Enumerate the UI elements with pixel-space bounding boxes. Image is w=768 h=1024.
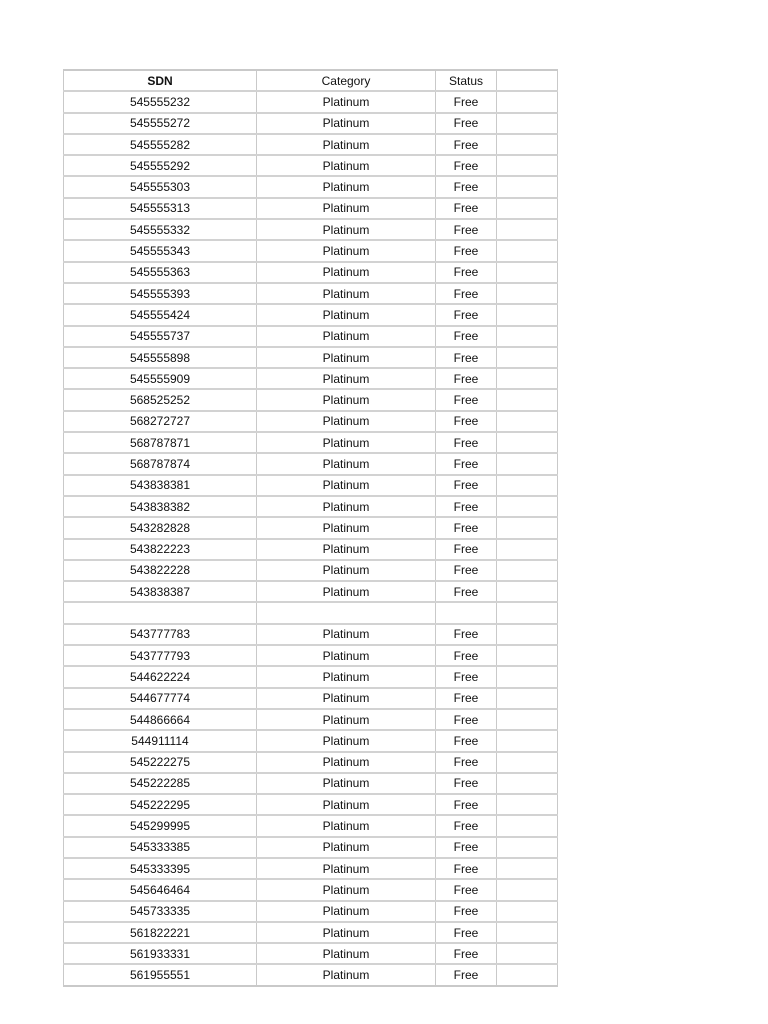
category-cell: Platinum (257, 368, 436, 389)
empty-cell (497, 283, 558, 304)
table-row (64, 581, 558, 602)
table-row (64, 432, 558, 453)
empty-cell (497, 730, 558, 751)
header-category: Category (257, 70, 436, 91)
empty-cell (497, 837, 558, 858)
category-cell: Platinum (257, 581, 436, 602)
status-cell: Free (436, 240, 497, 261)
status-cell: Free (436, 709, 497, 730)
category-cell: Platinum (257, 219, 436, 240)
sdn-cell: 545555272 (64, 113, 257, 134)
status-cell: Free (436, 922, 497, 943)
empty-cell (497, 496, 558, 517)
sdn-cell: 561933331 (64, 943, 257, 964)
empty-cell (497, 304, 558, 325)
category-cell: Platinum (257, 560, 436, 581)
table-row (64, 815, 558, 836)
table-row (64, 389, 558, 410)
sdn-cell: 568787871 (64, 432, 257, 453)
empty-cell (497, 815, 558, 836)
empty-cell (497, 581, 558, 602)
table-row (64, 134, 558, 155)
empty-cell (497, 560, 558, 581)
status-cell: Free (436, 794, 497, 815)
sdn-cell: 545333385 (64, 837, 257, 858)
status-cell: Free (436, 517, 497, 538)
category-cell: Platinum (257, 943, 436, 964)
number-list-sheet (63, 69, 557, 987)
category-cell: Platinum (257, 176, 436, 197)
table-row (64, 560, 558, 581)
header-status: Status (436, 70, 497, 91)
empty-cell (497, 134, 558, 155)
empty-cell (497, 645, 558, 666)
status-cell: Free (436, 432, 497, 453)
category-cell: Platinum (257, 837, 436, 858)
sdn-cell: 545299995 (64, 815, 257, 836)
category-cell: Platinum (257, 134, 436, 155)
category-cell: Platinum (257, 773, 436, 794)
sdn-cell: 545222275 (64, 752, 257, 773)
sdn-cell: 561955551 (64, 964, 257, 985)
sdn-cell: 545555292 (64, 155, 257, 176)
status-cell: Free (436, 730, 497, 751)
empty-cell (497, 453, 558, 474)
table-row (64, 922, 558, 943)
status-cell: Free (436, 304, 497, 325)
category-cell: Platinum (257, 666, 436, 687)
empty-cell (497, 773, 558, 794)
empty-cell (497, 517, 558, 538)
table-row (64, 262, 558, 283)
status-cell: Free (436, 389, 497, 410)
sdn-cell: 543838381 (64, 475, 257, 496)
sdn-cell: 545222285 (64, 773, 257, 794)
table-row (64, 347, 558, 368)
table-row (64, 794, 558, 815)
status-cell: Free (436, 901, 497, 922)
status-cell: Free (436, 943, 497, 964)
table-row (64, 539, 558, 560)
category-cell: Platinum (257, 709, 436, 730)
empty-cell (497, 198, 558, 219)
table-row (64, 858, 558, 879)
empty-cell (497, 155, 558, 176)
category-cell: Platinum (257, 794, 436, 815)
category-cell (257, 602, 436, 623)
sdn-cell: 568787874 (64, 453, 257, 474)
sdn-cell: 545555313 (64, 198, 257, 219)
table-row (64, 666, 558, 687)
sdn-cell: 561822221 (64, 922, 257, 943)
category-cell: Platinum (257, 858, 436, 879)
status-cell: Free (436, 347, 497, 368)
status-cell: Free (436, 539, 497, 560)
table-row (64, 496, 558, 517)
table-row (64, 837, 558, 858)
category-cell: Platinum (257, 389, 436, 410)
category-cell: Platinum (257, 901, 436, 922)
table-row (64, 326, 558, 347)
category-cell: Platinum (257, 815, 436, 836)
empty-cell (497, 943, 558, 964)
category-cell: Platinum (257, 475, 436, 496)
status-cell: Free (436, 453, 497, 474)
table-row (64, 752, 558, 773)
category-cell: Platinum (257, 453, 436, 474)
category-cell: Platinum (257, 496, 436, 517)
sdn-cell: 568272727 (64, 411, 257, 432)
empty-cell (497, 347, 558, 368)
table-row (64, 91, 558, 112)
sdn-cell: 543777783 (64, 624, 257, 645)
empty-cell (497, 879, 558, 900)
empty-cell (497, 602, 558, 623)
sdn-cell: 545733335 (64, 901, 257, 922)
status-cell: Free (436, 326, 497, 347)
empty-cell (497, 666, 558, 687)
status-cell: Free (436, 411, 497, 432)
empty-cell (497, 688, 558, 709)
status-cell: Free (436, 368, 497, 389)
sdn-cell: 545555737 (64, 326, 257, 347)
table-row (64, 517, 558, 538)
sdn-cell: 544911114 (64, 730, 257, 751)
sdn-cell: 545555393 (64, 283, 257, 304)
status-cell: Free (436, 475, 497, 496)
table-row (64, 113, 558, 134)
status-cell: Free (436, 752, 497, 773)
header-row (64, 70, 558, 91)
status-cell: Free (436, 837, 497, 858)
status-cell: Free (436, 964, 497, 985)
category-cell: Platinum (257, 752, 436, 773)
table-row (64, 645, 558, 666)
category-cell: Platinum (257, 879, 436, 900)
table-row (64, 240, 558, 261)
empty-cell (497, 219, 558, 240)
empty-cell (497, 709, 558, 730)
status-cell: Free (436, 113, 497, 134)
table-row (64, 453, 558, 474)
category-cell: Platinum (257, 326, 436, 347)
table-row (64, 304, 558, 325)
status-cell: Free (436, 879, 497, 900)
empty-cell (497, 922, 558, 943)
sdn-cell: 543282828 (64, 517, 257, 538)
status-cell: Free (436, 91, 497, 112)
status-cell: Free (436, 496, 497, 517)
status-cell: Free (436, 134, 497, 155)
empty-cell (497, 389, 558, 410)
table-row (64, 943, 558, 964)
category-cell: Platinum (257, 240, 436, 261)
status-cell: Free (436, 815, 497, 836)
sdn-cell: 543822228 (64, 560, 257, 581)
empty-cell (497, 262, 558, 283)
category-cell: Platinum (257, 688, 436, 709)
sdn-cell: 545555909 (64, 368, 257, 389)
sdn-cell: 545555343 (64, 240, 257, 261)
sdn-table (63, 69, 558, 987)
sdn-cell: 543838382 (64, 496, 257, 517)
sdn-cell: 545555332 (64, 219, 257, 240)
sdn-cell: 545555424 (64, 304, 257, 325)
sdn-cell: 545555363 (64, 262, 257, 283)
category-cell: Platinum (257, 964, 436, 985)
table-row (64, 688, 558, 709)
header-empty (497, 70, 558, 91)
table-row (64, 624, 558, 645)
sdn-cell: 544677774 (64, 688, 257, 709)
sdn-cell: 545333395 (64, 858, 257, 879)
status-cell: Free (436, 198, 497, 219)
status-cell: Free (436, 262, 497, 283)
sdn-cell: 545555303 (64, 176, 257, 197)
table-row (64, 176, 558, 197)
table-row (64, 155, 558, 176)
sdn-cell: 568525252 (64, 389, 257, 410)
category-cell: Platinum (257, 113, 436, 134)
status-cell: Free (436, 624, 497, 645)
category-cell: Platinum (257, 432, 436, 453)
category-cell: Platinum (257, 517, 436, 538)
table-row (64, 475, 558, 496)
sdn-cell: 544866664 (64, 709, 257, 730)
table-row (64, 709, 558, 730)
status-cell: Free (436, 688, 497, 709)
status-cell: Free (436, 176, 497, 197)
table-header (64, 70, 558, 91)
empty-cell (497, 539, 558, 560)
sdn-cell: 545222295 (64, 794, 257, 815)
sdn-cell: 543838387 (64, 581, 257, 602)
table-row (64, 368, 558, 389)
category-cell: Platinum (257, 539, 436, 560)
empty-cell (497, 432, 558, 453)
category-cell: Platinum (257, 91, 436, 112)
empty-cell (497, 858, 558, 879)
category-cell: Platinum (257, 198, 436, 219)
category-cell: Platinum (257, 262, 436, 283)
category-cell: Platinum (257, 922, 436, 943)
empty-cell (497, 91, 558, 112)
empty-cell (497, 176, 558, 197)
category-cell: Platinum (257, 304, 436, 325)
category-cell: Platinum (257, 624, 436, 645)
table-row (64, 901, 558, 922)
status-cell: Free (436, 773, 497, 794)
category-cell: Platinum (257, 283, 436, 304)
category-cell: Platinum (257, 155, 436, 176)
sdn-cell: 545555232 (64, 91, 257, 112)
empty-cell (497, 326, 558, 347)
category-cell: Platinum (257, 347, 436, 368)
category-cell: Platinum (257, 411, 436, 432)
empty-cell (497, 794, 558, 815)
table-row (64, 602, 558, 623)
table-row (64, 411, 558, 432)
status-cell: Free (436, 219, 497, 240)
status-cell: Free (436, 283, 497, 304)
category-cell: Platinum (257, 730, 436, 751)
header-sdn: SDN (64, 70, 257, 91)
empty-cell (497, 475, 558, 496)
sdn-cell: 545555898 (64, 347, 257, 368)
sdn-cell: 545646464 (64, 879, 257, 900)
table-row (64, 198, 558, 219)
status-cell (436, 602, 497, 623)
sdn-cell (64, 602, 257, 623)
sdn-cell: 543822223 (64, 539, 257, 560)
status-cell: Free (436, 581, 497, 602)
empty-cell (497, 240, 558, 261)
empty-cell (497, 964, 558, 985)
status-cell: Free (436, 858, 497, 879)
empty-cell (497, 411, 558, 432)
empty-cell (497, 113, 558, 134)
empty-cell (497, 752, 558, 773)
category-cell: Platinum (257, 645, 436, 666)
sdn-cell: 543777793 (64, 645, 257, 666)
empty-cell (497, 624, 558, 645)
table-row (64, 219, 558, 240)
table-row (64, 964, 558, 985)
status-cell: Free (436, 666, 497, 687)
sdn-cell: 544622224 (64, 666, 257, 687)
status-cell: Free (436, 645, 497, 666)
sdn-cell: 545555282 (64, 134, 257, 155)
status-cell: Free (436, 155, 497, 176)
empty-cell (497, 901, 558, 922)
table-body (64, 91, 558, 985)
table-row (64, 730, 558, 751)
status-cell: Free (436, 560, 497, 581)
table-row (64, 773, 558, 794)
empty-cell (497, 368, 558, 389)
table-row (64, 879, 558, 900)
table-row (64, 283, 558, 304)
